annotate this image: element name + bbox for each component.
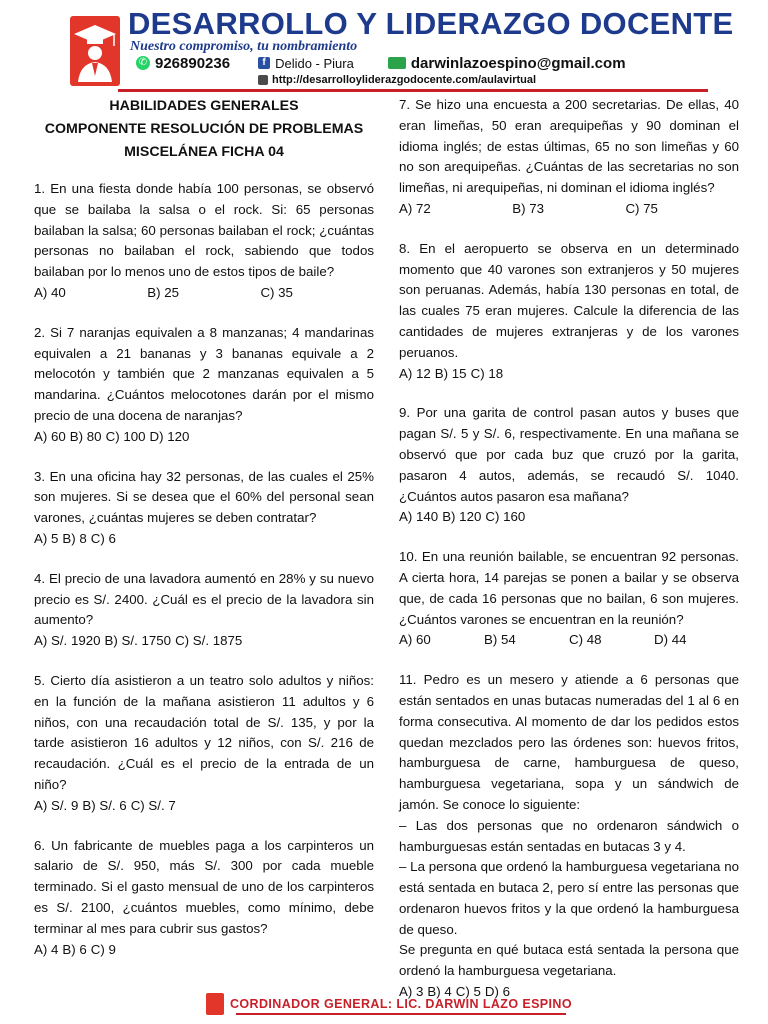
contact-row: [136, 53, 626, 73]
logo-graduate: [70, 16, 120, 86]
option-a: A) S/. 9: [34, 797, 79, 813]
answer-options: [399, 364, 739, 385]
option-b: B) 54: [484, 632, 516, 648]
question-prompt: Se pregunta en qué butaca está sentada la persona que ordenó la hamburguesa vegetariana.: [399, 942, 739, 979]
heading-line-3: MISCELÁNEA FICHA 04: [124, 144, 284, 160]
option-b: B) 73: [512, 200, 545, 216]
option-c: C) 100: [105, 428, 146, 444]
question-text: 1. En una fiesta donde había 100 personas, se observó que se bailaba la salsa o el rock. Si: 65 personas bailaban la salsa; 60 personas bailaban el rock; ¿cuántas personas no bailaban el rock, sabiendo que todos bailaban por lo menos uno de estos tipos de baile?: [34, 181, 374, 280]
heading-line-1: HABILIDADES GENERALES: [109, 98, 299, 114]
option-a: A) 60: [399, 632, 431, 648]
question-6: [34, 836, 374, 961]
option-b: B) 80: [69, 428, 102, 444]
option-c: C) 35: [260, 284, 293, 300]
option-d: D) 44: [654, 632, 687, 648]
answer-options: [34, 631, 374, 652]
answer-options: [399, 199, 739, 220]
question-9: [399, 403, 739, 528]
email-icon: [388, 57, 406, 69]
facebook-page: Delido - Piura: [275, 55, 354, 71]
phone-number: 926890236: [155, 54, 231, 72]
footer-logo-icon: [206, 993, 224, 1015]
brand-slogan: Nuestro compromiso, tu nombramiento: [130, 39, 358, 54]
option-c: C) 48: [569, 632, 602, 648]
heading-line-2: COMPONENTE RESOLUCIÓN DE PROBLEMAS: [44, 121, 364, 137]
header-divider: [118, 89, 708, 92]
option-a: A) 4: [34, 941, 59, 957]
question-1: [34, 179, 374, 304]
option-b: B) S/. 6: [82, 797, 127, 813]
condition-2: – La persona que ordenó la hamburguesa vegetariana no está sentada en butaca 2, pero sí entre las personas que ordenaron huevos fritos y la que ordenó la hamburguesa de queso.: [399, 859, 739, 937]
question-text: 4. El precio de una lavadora aumentó en 28% y su nuevo precio es S/. 2400. ¿Cuál es el precio de la lavadora sin aumento?: [34, 570, 374, 628]
question-11: [399, 670, 739, 1003]
right-column: [399, 95, 739, 1022]
contact-phone[interactable]: [136, 55, 230, 72]
contact-email[interactable]: [388, 55, 626, 72]
left-column: [34, 95, 374, 979]
option-c: C) S/. 1875: [175, 633, 243, 649]
condition-1: – Las dos personas que no ordenaron sándwich o hamburguesas están sentadas en butacas 3 y 4.: [399, 817, 739, 854]
question-text: 9. Por una garita de control pasan autos y buses que pagan S/. 5 y S/. 6, respectivamente. En una mañana se observó que por cada buz que cruzó por la garita, pasaron 4 autos, además, se recaudó S/. 1040. ¿Cuántos autos pasaron esa mañana?: [399, 405, 739, 504]
graduate-logo-icon: [70, 16, 120, 86]
email-address: darwinlazoespino@gmail.com: [410, 54, 626, 72]
question-7: [399, 95, 739, 220]
answer-options: [34, 427, 374, 448]
question-text: 11. Pedro es un mesero y atiende a 6 personas que están sentados en unas butacas numeradas del 1 al 6 en forma consecutiva. Al momento de dar los pedidos estos quedan mezclados pero las órdenes son: huevos fritos, hamburguesa de carne, hamburguesa de queso, hamburguesa vegetariana, sopa y un sándwich de jamón. Se conoce lo siguiente:: [399, 672, 739, 812]
option-b: B) 15: [434, 365, 467, 381]
option-a: A) 12: [399, 365, 431, 381]
website-url: http://desarrolloyliderazgodocente.com/aulavirtual: [272, 74, 537, 86]
website-link[interactable]: [258, 74, 536, 86]
footer-divider: [236, 1013, 566, 1015]
option-a: A) 5: [34, 530, 59, 546]
web-icon: [258, 75, 268, 85]
option-a: A) 72: [399, 200, 431, 216]
contact-facebook[interactable]: [258, 56, 354, 71]
option-a: A) 3: [399, 984, 424, 1000]
option-c: C) 75: [625, 200, 658, 216]
question-text: 2. Si 7 naranjas equivalen a 8 manzanas; 4 mandarinas equivalen a 21 bananas y 3 bananas equivale a 2 melocotón y también que 2 manzanas equivalen a 5 mandarina. ¿Cuántos melocotones darán por el mismo precio de una docena de naranjas?: [34, 324, 374, 423]
answer-options: [34, 940, 374, 961]
option-b: B) 25: [147, 284, 180, 300]
answer-options: [399, 507, 739, 528]
question-text: 3. En una oficina hay 32 personas, de las cuales el 25% son mujeres. Si se desea que el 60% del personal sean varones, ¿cuántas mujeres se deben contratar?: [34, 468, 374, 526]
question-text: 10. En una reunión bailable, se encuentran 92 personas. A cierta hora, 14 parejas se ponen a bailar y se observa que, de cada 16 personas que no bailan, 6 son mujeres. ¿Cuántos varones se encuentran en la reunión?: [399, 549, 739, 627]
question-2: [34, 323, 374, 448]
answer-options: [34, 283, 374, 304]
question-5: [34, 671, 374, 817]
option-c: C) 18: [470, 365, 504, 381]
whatsapp-icon: ✆: [136, 56, 150, 70]
question-3: [34, 467, 374, 550]
question-4: [34, 569, 374, 652]
answer-options: [34, 796, 374, 817]
option-b: B) 8: [62, 530, 87, 546]
option-a: A) 140: [399, 509, 439, 525]
facebook-icon: f: [258, 57, 270, 69]
question-10: [399, 547, 739, 651]
option-c: C) 5: [455, 984, 481, 1000]
option-c: C) 9: [90, 941, 116, 957]
question-text: 8. En el aeropuerto se observa en un determinado momento que 40 varones son extranjeros y 50 mujeres son peruanas. Además, había 130 personas en total, de las cuales 75 eran mujeres. Calcule la diferencia de las cantidades de mujeres extranjeras y de los varones peruanos.: [399, 240, 739, 360]
option-d: D) 6: [484, 984, 511, 1000]
option-c: C) S/. 7: [130, 797, 176, 813]
question-text: 7. Se hizo una encuesta a 200 secretarias. De ellas, 40 eran limeñas, 50 eran arequipeñas y 90 dominan el idioma inglés; de estas últimas, 65 no son limeñas y 60 no son arequipeñas. ¿Cuántas de las secretarias no son limeñas, ni arequipeñas, ni dominan el idioma inglés?: [399, 97, 739, 196]
option-a: A) S/. 1920: [34, 633, 101, 649]
option-b: B) S/. 1750: [104, 633, 172, 649]
option-c: C) 160: [485, 509, 526, 525]
question-8: [399, 239, 739, 385]
option-b: B) 6: [62, 941, 87, 957]
brand-title: DESARROLLO Y LIDERAZGO DOCENTE: [128, 6, 734, 41]
option-c: C) 6: [90, 530, 116, 546]
option-a: A) 40: [34, 284, 66, 300]
footer-coordinator: CORDINADOR GENERAL: LIC. DARWIN LAZO ESPINO: [230, 997, 572, 1011]
option-d: D) 120: [149, 428, 190, 444]
option-b: B) 4: [427, 984, 452, 1000]
option-b: B) 120: [442, 509, 482, 525]
option-a: A) 60: [34, 428, 66, 444]
question-text: 5. Cierto día asistieron a un teatro solo adultos y niños: en la función de la mañana asistieron 11 adultos y 6 niños, con una recaudación total de S/. 135, y por la tarde asistieron 16 adultos y 12 niños, con S/. 216 de recaudación. ¿Cuál es el precio de la entrada de un niño?: [34, 672, 374, 792]
document-heading: [34, 95, 374, 164]
answer-options: [34, 529, 374, 550]
answer-options: [399, 630, 739, 651]
question-text: 6. Un fabricante de muebles paga a los carpinteros un salario de S/. 950, más S/. 300 por cada mueble terminado. Si el gasto mensual de uno de los carpinteros es S/. 2100, ¿cuántos muebles, como mínimo, debe terminar al mes para cubrir sus gastos?: [34, 837, 374, 936]
